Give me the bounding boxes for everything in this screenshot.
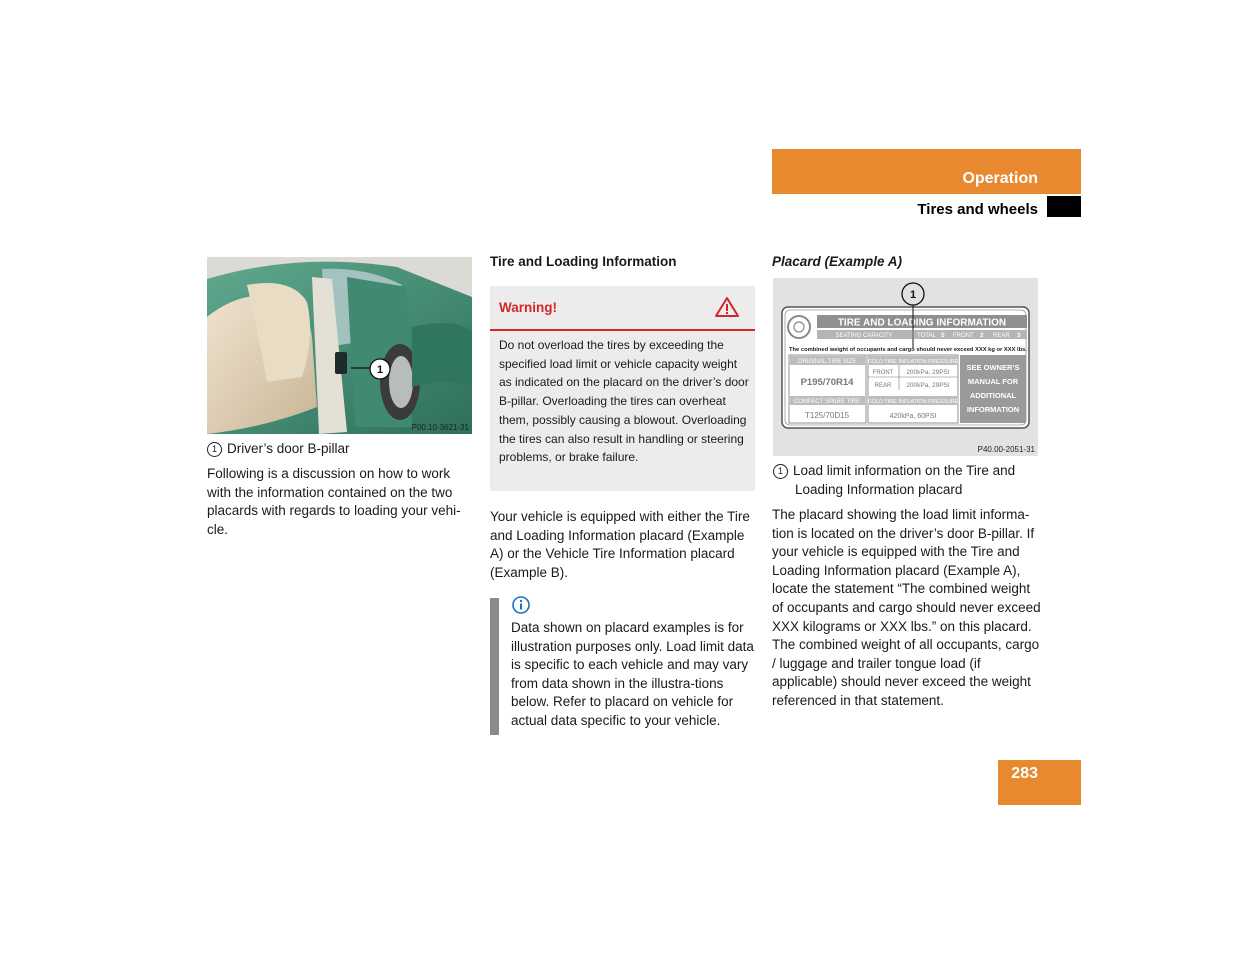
warning-box xyxy=(490,286,755,491)
see-manual-line-3: ADDITIONAL xyxy=(969,391,1017,400)
warning-header xyxy=(490,286,755,331)
note-text: Data shown on placard examples is for illustration purposes only. Load limit data is specific to each vehicle and may vary from data shown in the illustra-tions below. Refer to placard on vehicle for actual data specific to your vehicle. xyxy=(511,620,754,728)
placard-code: P40.00-2051-31 xyxy=(977,445,1035,454)
figure-code: P00.10-3621-31 xyxy=(411,423,469,432)
total-value: 5 xyxy=(941,332,945,339)
tire-size-value: P195/70R14 xyxy=(800,377,854,388)
see-manual-line-2: MANUAL FOR xyxy=(967,377,1019,386)
see-manual-line-4: INFORMATION xyxy=(966,405,1020,414)
warning-label: Warning! xyxy=(499,300,557,315)
caption-number: 1 xyxy=(773,464,788,479)
caption-text: Load limit information on the Tire and Loading Information placard xyxy=(793,463,1016,497)
total-label: TOTAL xyxy=(917,333,936,339)
warning-triangle-icon xyxy=(714,296,740,318)
see-manual-line-1: SEE OWNER’S xyxy=(966,363,1020,372)
figure-callout-1: 1 xyxy=(376,364,384,376)
spare-inflation-label: COLD TIRE INFLATION PRESSURE xyxy=(867,399,959,405)
rear-seat-value: 3 xyxy=(1017,332,1021,339)
placard-heading: Placard (Example A) xyxy=(772,254,903,269)
spare-size-value: T125/70D15 xyxy=(804,411,850,420)
section-title: Operation xyxy=(962,170,1038,187)
note-bar xyxy=(490,598,499,735)
cold-inflation-label: COLD TIRE INFLATION PRESSURE xyxy=(867,359,959,365)
section-heading: Tire and Loading Information xyxy=(490,254,677,269)
caption-number: 1 xyxy=(207,442,222,457)
front-seat-value: 2 xyxy=(980,332,984,339)
front-pressure-label: FRONT xyxy=(872,370,894,376)
car-door-illustration xyxy=(207,257,472,434)
spare-pressure-value: 420kPa, 60PSI xyxy=(889,413,937,420)
seating-capacity-label: SEATING CAPACITY xyxy=(835,333,893,339)
rear-pressure-label: REAR xyxy=(874,383,892,389)
placard-paragraph: Your vehicle is equipped with either the Tire and Loading Information placard (Example A) or the Vehicle Tire Information placard (Example B). xyxy=(490,509,750,580)
subsection-title: Tires and wheels xyxy=(917,201,1038,218)
placard-caption xyxy=(773,462,1041,499)
rear-seat-label: REAR xyxy=(993,333,1010,339)
placard-figure xyxy=(773,278,1038,456)
intro-paragraph: Following is a discussion on how to work with the information contained on the two placards with regards to loading your vehi-cle. xyxy=(207,466,461,537)
placard-title: TIRE AND LOADING INFORMATION xyxy=(837,317,1007,329)
compact-spare-label: COMPACT SPARE TIRE xyxy=(793,399,861,405)
page-number: 283 xyxy=(1011,765,1038,782)
front-pressure-value: 200kPa, 29PSI xyxy=(906,369,950,376)
front-seat-label: FRONT xyxy=(953,333,974,339)
b-pillar-photo xyxy=(207,257,472,434)
warning-text: Do not overload the tires by exceeding the specified load limit or vehicle capacity weight as indicated on the placard on the driver’s door B-pillar. Overloading the tires can overheat them, possibly causing a blowout. Overloading the tires can also result in handling or steering problems, or brake failure. xyxy=(499,338,749,465)
load-limit-paragraph: The placard showing the load limit informa-tion is located on the driver’s door B-pillar. If your vehicle is equipped with the Tire and Loading Information placard (Example A), locate the statement “The combined weight of occupants and cargo should never exceed XXX kilograms or XXX lbs.” on this placard. The combined weight of all occupants, cargo / luggage and trailer tongue load (if applicable) should never exceed the weight referenced in that statement. xyxy=(772,507,1041,708)
info-icon xyxy=(512,596,530,614)
thumb-tab-marker xyxy=(1047,196,1081,217)
original-tire-size-label: ORIGINAL TIRE SIZE xyxy=(797,359,857,365)
placard-statement: The combined weight of occupants and cargo should never exceed XXX kg or XXX lbs. xyxy=(789,347,1028,353)
figure1-caption xyxy=(207,440,472,459)
placard-callout-1: 1 xyxy=(909,289,917,301)
caption-text: Driver’s door B-pillar xyxy=(227,441,350,456)
placard-illustration xyxy=(773,278,1038,456)
rear-pressure-value: 200kPa, 29PSI xyxy=(906,382,950,389)
